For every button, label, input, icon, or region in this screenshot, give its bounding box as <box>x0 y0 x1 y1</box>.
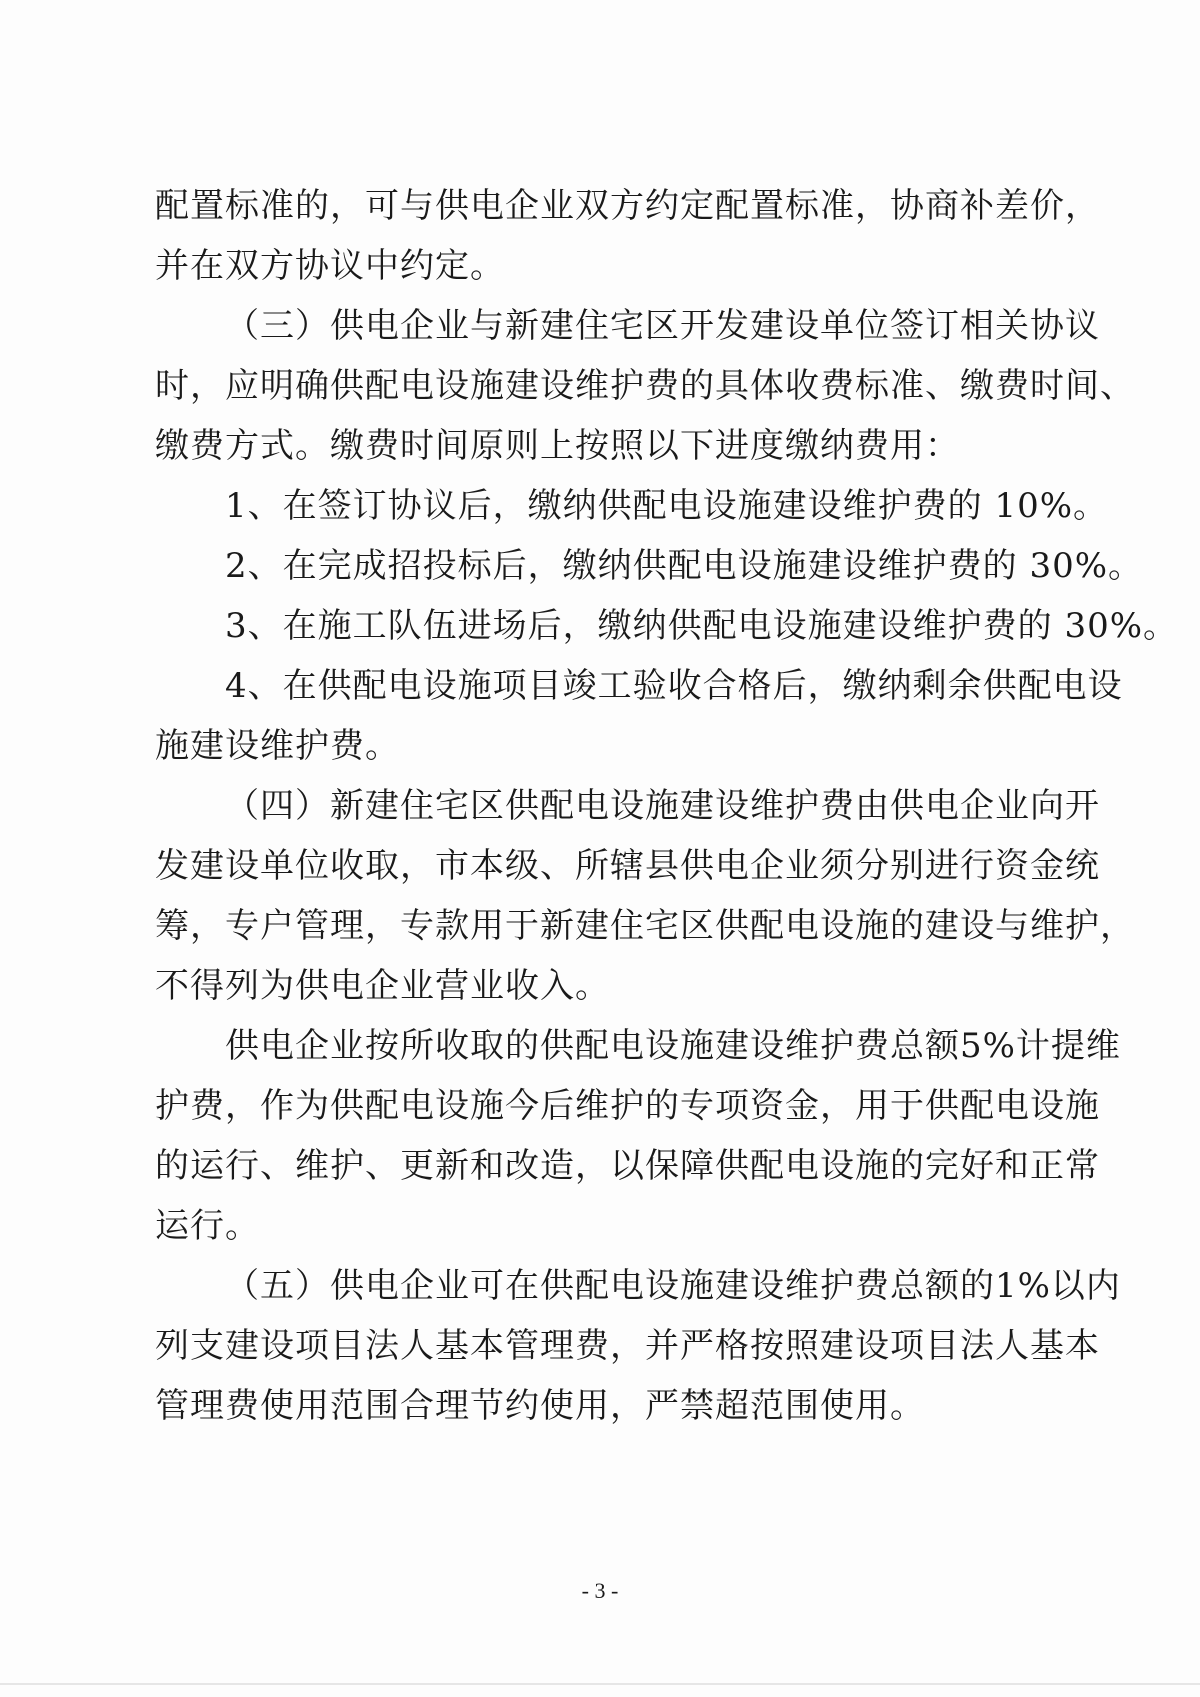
body-text-line: 不得列为供电企业营业收入。 <box>155 966 610 1006</box>
body-text-line: 管理费使用范围合理节约使用，严禁超范围使用。 <box>155 1386 925 1426</box>
body-text-line: 筹，专户管理，专款用于新建住宅区供配电设施的建设与维护， <box>155 906 1135 946</box>
body-text-line: 运行。 <box>155 1206 260 1246</box>
list-item-line: 4、在供配电设施项目竣工验收合格后，缴纳剩余供配电设 <box>225 666 1123 706</box>
body-text-line: （三）供电企业与新建住宅区开发建设单位签订相关协议 <box>225 306 1100 346</box>
body-text-line: （五）供电企业可在供配电设施建设维护费总额的1%以内 <box>225 1266 1121 1306</box>
list-item-line: 2、在完成招投标后，缴纳供配电设施建设维护费的 30%。 <box>225 546 1144 586</box>
scan-edge-divider <box>0 1683 1200 1685</box>
body-text-line: 并在双方协议中约定。 <box>155 246 505 286</box>
body-text-line: 时，应明确供配电设施建设维护费的具体收费标准、缴费时间、 <box>155 366 1135 406</box>
body-text-line: 施建设维护费。 <box>155 726 400 766</box>
body-text-line: 缴费方式。缴费时间原则上按照以下进度缴纳费用： <box>155 426 960 466</box>
page-number: - 3 - <box>581 1578 619 1603</box>
list-item-line: 1、在签订协议后，缴纳供配电设施建设维护费的 10%。 <box>225 486 1109 526</box>
body-text-line: 发建设单位收取，市本级、所辖县供电企业须分别进行资金统 <box>155 846 1100 886</box>
body-text-line: 配置标准的，可与供电企业双方约定配置标准，协商补差价， <box>155 186 1100 226</box>
list-item-line: 3、在施工队伍进场后，缴纳供配电设施建设维护费的 30%。 <box>225 606 1179 646</box>
body-text-line: 列支建设项目法人基本管理费，并严格按照建设项目法人基本 <box>155 1326 1100 1366</box>
body-text-line: 护费，作为供配电设施今后维护的专项资金，用于供配电设施 <box>155 1086 1100 1126</box>
body-text-line: 供电企业按所收取的供配电设施建设维护费总额5%计提维 <box>225 1026 1121 1066</box>
body-text-line: （四）新建住宅区供配电设施建设维护费由供电企业向开 <box>225 786 1100 826</box>
body-text-line: 的运行、维护、更新和改造，以保障供配电设施的完好和正常 <box>155 1146 1100 1186</box>
